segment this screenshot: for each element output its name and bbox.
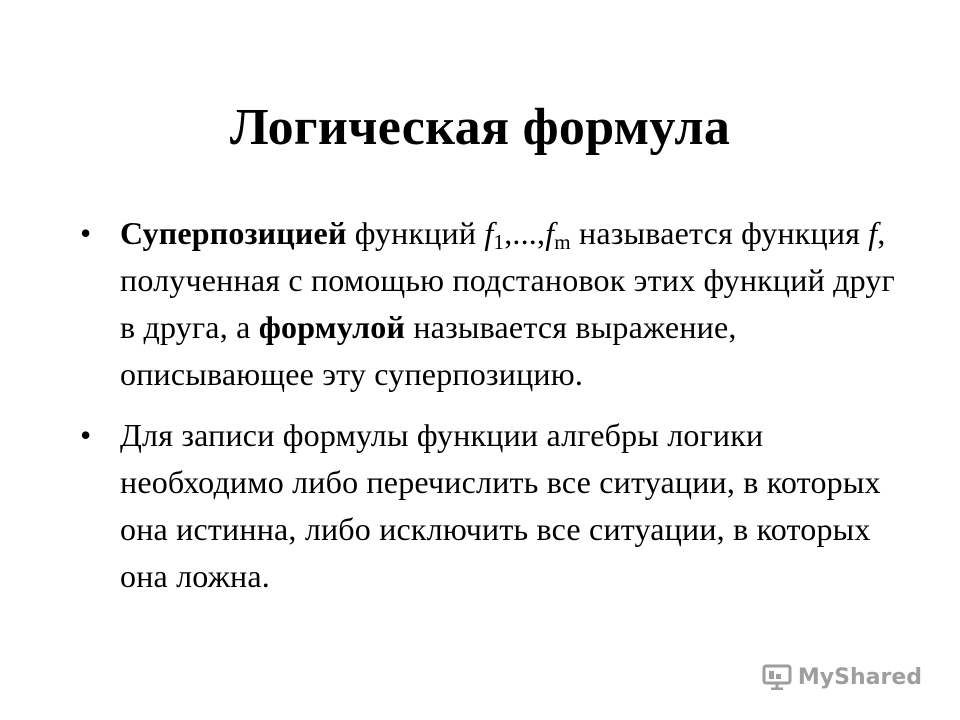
slide-title: Логическая формула [229,99,731,156]
function-f1: f [484,215,494,251]
bullet-marker: • [80,417,92,453]
bullet-marker: • [80,215,92,251]
bullet-item-formula-notation [80,412,900,600]
subscript-1: 1 [493,230,505,254]
subscript-m: m [554,230,571,254]
watermark-text: MyShared [797,664,922,690]
bullet-text: называется выражение, описывающее эту суперпозицию. [120,309,737,392]
term-formula: формулой [258,309,406,345]
function-f: f [868,215,878,251]
function-fm: f [545,215,555,251]
bullet-list [80,210,900,600]
watermark [762,664,922,690]
presentation-board-icon [762,664,792,690]
bullet-text: называется функция [570,215,869,251]
ellipsis: ,..., [504,215,546,251]
term-superposition: Суперпозицией [120,215,347,251]
bullet-text: функций [346,215,485,251]
bullet-text: Для записи формулы функции алгебры логики необходимо либо перечислить все ситуации, в которых она истинна, либо исключить все ситуации, в которых она ложна. [120,417,881,594]
bullet-text: , полученная с помощью подстановок этих функций друг в друга, а [120,215,895,345]
bullet-item-superposition [80,210,900,398]
